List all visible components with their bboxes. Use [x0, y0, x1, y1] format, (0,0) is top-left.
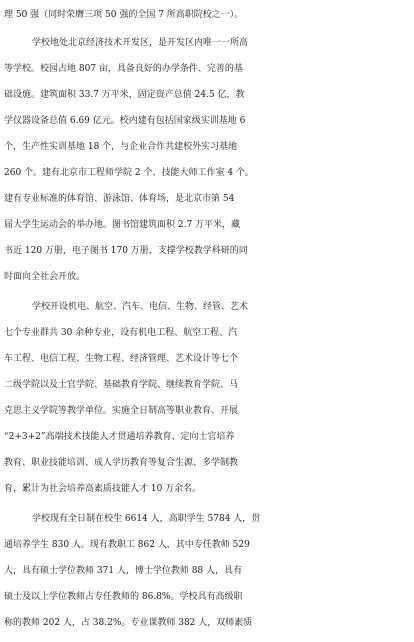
- text-line: 建有专业标准的体育馆、游泳馆、体育场，是北京市第 54: [4, 194, 235, 204]
- text-line: 学校地处北京经济技术开发区，是开发区内唯一一所高: [32, 38, 249, 48]
- text-line: 通培养学生 830 人。现有教职工 862 人，其中专任教师 529: [4, 540, 250, 550]
- text-line: 届大学生运动会的举办地。图书馆建筑面积 2.7 万平米，藏: [4, 220, 241, 230]
- text-line: 学校开设机电、航空、汽车、电信、生物、经管、艺术: [32, 302, 249, 312]
- text-line: “2+3+2”高端技术技能人才贯通培养教育、定向士官培养: [4, 432, 235, 442]
- text-line: 260 个。建有北京市工程师学院 2 个、技能大师工作室 4 个。: [4, 168, 254, 178]
- text-line: 教育、职业技能培训、成人学历教育等复合生源、多学制教: [4, 458, 239, 468]
- text-line: 二级学院以及士官学院、基础教育学院、继续教育学院、马: [4, 380, 239, 390]
- text-line: 学仪器设备总值 6.69 亿元。校内建有包括国家级实训基地 6: [4, 116, 246, 126]
- text-line: 七个专业群共 30 余种专业，设有机电工程、航空工程、汽: [4, 328, 238, 338]
- text-line: 书近 120 万册，电子图书 170 万册，支撑学校教学科研的同: [4, 246, 248, 256]
- text-line: 时面向全社会开放。: [4, 272, 86, 282]
- text-line: 础设施。建筑面积 33.7 万平米，固定资产总值 24.5 亿，教: [4, 90, 245, 100]
- text-line: 等学校。校园占地 807 亩，具备良好的办学条件、完善的基: [4, 64, 243, 74]
- text-line: 育，累计为社会培养高素质技能人才 10 万余名。: [4, 484, 202, 494]
- text-line: 称的教师 202 人，占 38.2%。专业课教师 382 人，双师素质: [4, 618, 253, 628]
- text-line: 硕士及以上学位教师占专任教师的 86.8%。学校具有高级职: [4, 592, 243, 602]
- text-line: 车工程、电信工程、生物工程、经济管理、艺术设计等七个: [4, 354, 239, 364]
- text-line: 理 50 强（同时荣膺三项 50 强的全国 7 所高职院校之一）。: [4, 10, 244, 20]
- text-line: 人，具有硕士学位教师 371 人，博士学位教师 88 人，具有: [4, 566, 243, 576]
- text-line: 学校现有全日制在校生 6614 人，高职学生 5784 人，贯: [32, 514, 261, 524]
- text-line: 个，生产性实训基地 18 个，与企业合作共建校外实习基地: [4, 142, 238, 152]
- text-line: 克思主义学院等教学单位。实施全日制高等职业教育、开展: [4, 406, 239, 416]
